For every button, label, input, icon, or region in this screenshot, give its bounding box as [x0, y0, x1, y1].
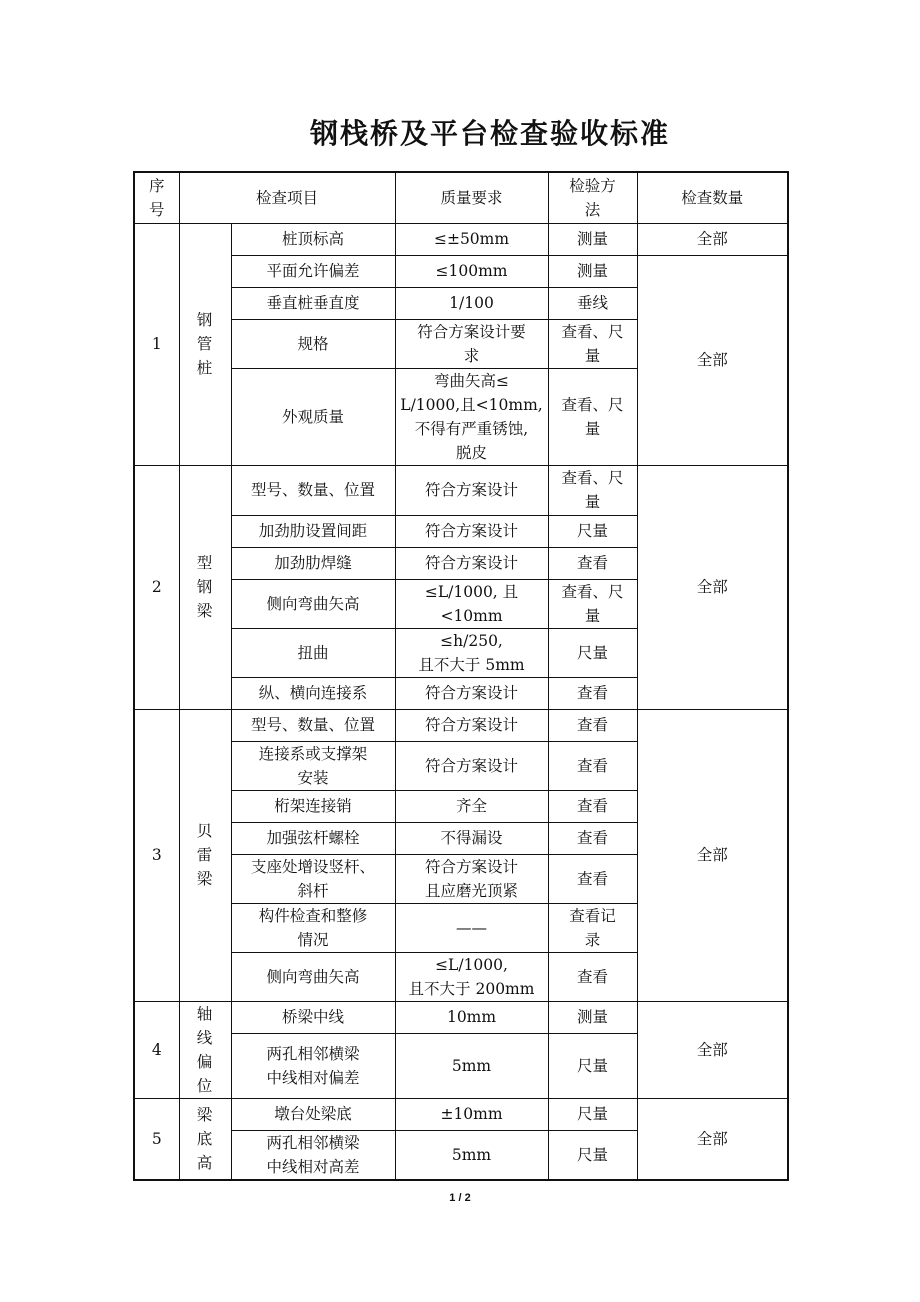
requirement-cell: 1/100 [395, 287, 548, 319]
requirement-cell: 齐全 [395, 790, 548, 822]
table-row [134, 1001, 788, 1033]
seq-cell: 4 [134, 1001, 179, 1098]
item-cell: 支座处增设竖杆、 斜杆 [231, 854, 395, 903]
item-cell: 侧向弯曲矢高 [231, 579, 395, 628]
header-row [134, 172, 788, 223]
requirement-cell: 符合方案设计 且应磨光顶紧 [395, 854, 548, 903]
seq-cell: 2 [134, 465, 179, 709]
quantity-cell: 全部 [637, 1098, 788, 1180]
requirement-cell: ≤±50mm [395, 223, 548, 255]
quantity-cell: 全部 [637, 709, 788, 1001]
requirement-cell: 符合方案设计 [395, 709, 548, 741]
item-cell: 型号、数量、位置 [231, 465, 395, 515]
header-quantity: 检查数量 [637, 172, 788, 223]
requirement-cell: 符合方案设计 [395, 547, 548, 579]
header-seq: 序 号 [134, 172, 179, 223]
requirement-cell: 不得漏设 [395, 822, 548, 854]
requirement-cell: 10mm [395, 1001, 548, 1033]
requirement-cell: ≤L/1000, 且不大于 200mm [395, 952, 548, 1001]
method-cell: 测量 [548, 255, 637, 287]
item-cell: 加劲肋设置间距 [231, 515, 395, 547]
method-cell: 测量 [548, 223, 637, 255]
quantity-cell: 全部 [637, 223, 788, 255]
method-cell: 尺量 [548, 1098, 637, 1130]
seq-cell: 1 [134, 223, 179, 465]
item-cell: 连接系或支撑架 安装 [231, 741, 395, 790]
requirement-cell: —— [395, 903, 548, 952]
item-cell: 纵、横向连接系 [231, 677, 395, 709]
method-cell: 查看 [548, 822, 637, 854]
method-cell: 查看 [548, 952, 637, 1001]
item-cell: 两孔相邻横梁 中线相对偏差 [231, 1033, 395, 1098]
item-cell: 侧向弯曲矢高 [231, 952, 395, 1001]
header-requirement: 质量要求 [395, 172, 548, 223]
category-cell: 轴 线 偏 位 [179, 1001, 231, 1098]
table-row [134, 709, 788, 741]
method-cell: 查看 [548, 547, 637, 579]
method-cell: 垂线 [548, 287, 637, 319]
requirement-cell: 符合方案设计要 求 [395, 319, 548, 368]
table-row [134, 223, 788, 255]
requirement-cell: 5mm [395, 1130, 548, 1180]
method-cell: 尺量 [548, 628, 637, 677]
requirement-cell: ≤h/250, 且不大于 5mm [395, 628, 548, 677]
item-cell: 构件检查和整修 情况 [231, 903, 395, 952]
header-item: 检查项目 [179, 172, 395, 223]
method-cell: 查看、尺 量 [548, 319, 637, 368]
quantity-cell: 全部 [637, 465, 788, 709]
item-cell: 扭曲 [231, 628, 395, 677]
table-row [134, 1098, 788, 1130]
table-row [134, 255, 788, 287]
page-number: 1 / 2 [449, 1192, 471, 1204]
method-cell: 查看、尺 量 [548, 465, 637, 515]
header-method: 检验方 法 [548, 172, 637, 223]
item-cell: 规格 [231, 319, 395, 368]
table-row [134, 465, 788, 515]
method-cell: 尺量 [548, 515, 637, 547]
requirement-cell: 符合方案设计 [395, 677, 548, 709]
category-cell: 型 钢 梁 [179, 465, 231, 709]
item-cell: 桁架连接销 [231, 790, 395, 822]
method-cell: 查看、尺 量 [548, 368, 637, 465]
item-cell: 平面允许偏差 [231, 255, 395, 287]
method-cell: 尺量 [548, 1033, 637, 1098]
requirement-cell: 符合方案设计 [395, 515, 548, 547]
category-cell: 贝 雷 梁 [179, 709, 231, 1001]
method-cell: 查看 [548, 677, 637, 709]
inspection-table [133, 171, 789, 1181]
requirement-cell: ≤100mm [395, 255, 548, 287]
quantity-cell: 全部 [637, 255, 788, 465]
requirement-cell: 符合方案设计 [395, 465, 548, 515]
page-title: 钢栈桥及平台检查验收标准 [309, 117, 670, 150]
method-cell: 查看、尺 量 [548, 579, 637, 628]
method-cell: 查看记 录 [548, 903, 637, 952]
requirement-cell: 弯曲矢高≤ L/1000,且<10mm, 不得有严重锈蚀, 脱皮 [395, 368, 548, 465]
quantity-cell: 全部 [637, 1001, 788, 1098]
category-cell: 梁 底 高 [179, 1098, 231, 1180]
method-cell: 尺量 [548, 1130, 637, 1180]
requirement-cell: 5mm [395, 1033, 548, 1098]
method-cell: 查看 [548, 741, 637, 790]
item-cell: 加强弦杆螺栓 [231, 822, 395, 854]
item-cell: 型号、数量、位置 [231, 709, 395, 741]
method-cell: 查看 [548, 709, 637, 741]
category-cell: 钢 管 桩 [179, 223, 231, 465]
requirement-cell: 符合方案设计 [395, 741, 548, 790]
item-cell: 桥梁中线 [231, 1001, 395, 1033]
method-cell: 测量 [548, 1001, 637, 1033]
requirement-cell: ±10mm [395, 1098, 548, 1130]
method-cell: 查看 [548, 790, 637, 822]
seq-cell: 5 [134, 1098, 179, 1180]
requirement-cell: ≤L/1000, 且 <10mm [395, 579, 548, 628]
seq-cell: 3 [134, 709, 179, 1001]
method-cell: 查看 [548, 854, 637, 903]
item-cell: 桩顶标高 [231, 223, 395, 255]
item-cell: 加劲肋焊缝 [231, 547, 395, 579]
item-cell: 外观质量 [231, 368, 395, 465]
item-cell: 墩台处梁底 [231, 1098, 395, 1130]
item-cell: 两孔相邻横梁 中线相对高差 [231, 1130, 395, 1180]
item-cell: 垂直桩垂直度 [231, 287, 395, 319]
